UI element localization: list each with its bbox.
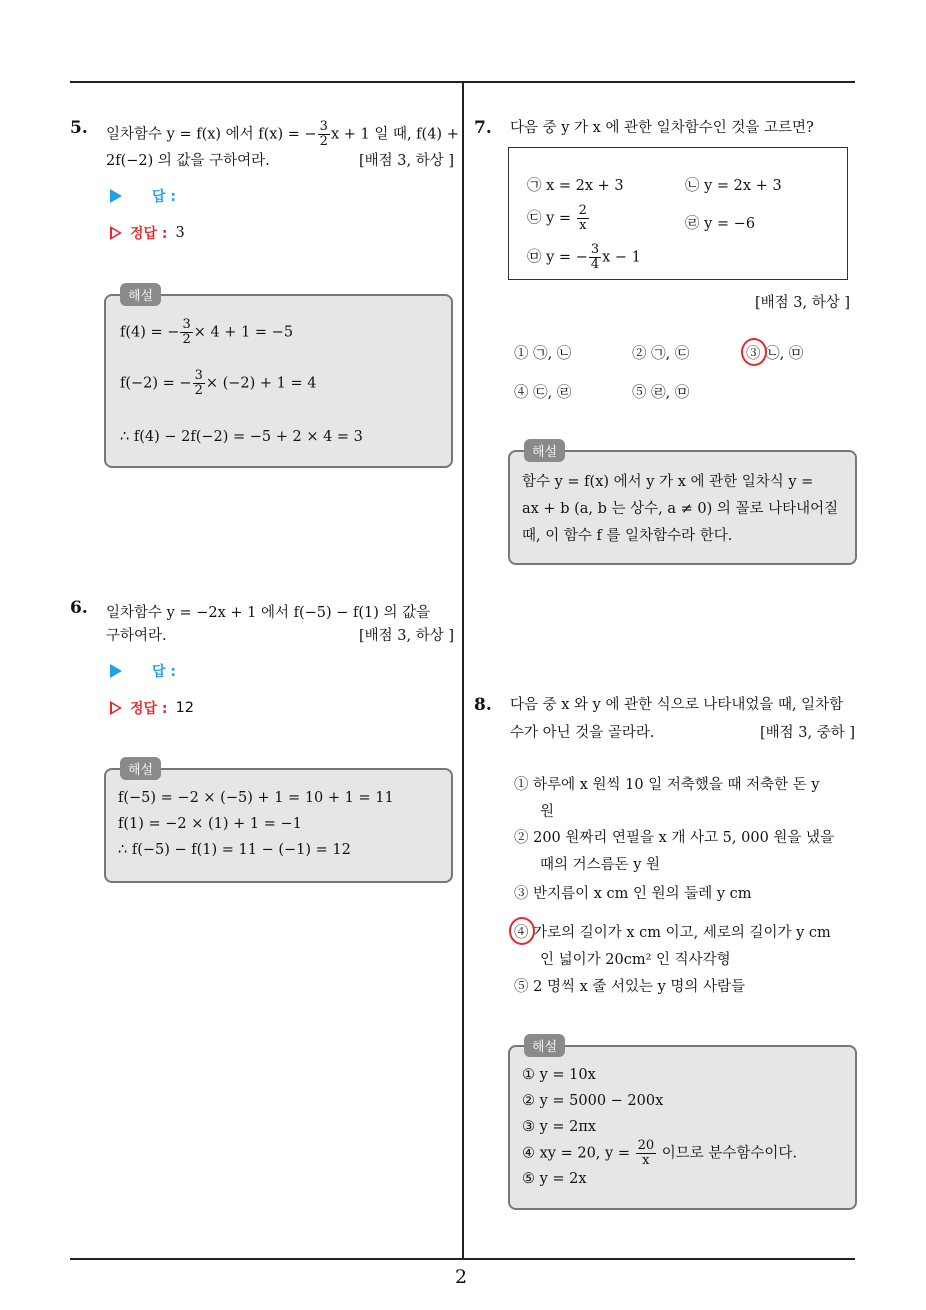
solution-box: 해설 f(−5) = −2 × (−5) + 1 = 10 + 1 = 11 f(1) = −2 × (1) + 1 = −1 ∴ f(−5) − f(1) = 11 − (−1) = 12 xyxy=(104,768,453,883)
option-2[interactable]: ② 200 원짜리 연필을 x 개 사고 5, 000 원을 냈을 때의 거스름돈 y 원 xyxy=(514,830,835,873)
solution-box: 해설 f(4) = − $\frac{3}{2}$ × 4 + 1 = −5 f(−2) = − $\frac{3}{2}$ × (−2) + 1 = 4 ∴ f(4) − 2f(−2) = −5 + 2 × 4 = 3 xyxy=(104,294,453,468)
question-number: 5. xyxy=(70,118,88,138)
correct-value: 3 xyxy=(175,225,185,241)
option-1[interactable]: ① ㉠, ㉡ xyxy=(514,346,572,362)
option-4-number: ④ xyxy=(514,925,529,941)
question-number: 7. xyxy=(474,118,492,138)
question-text: 다음 중 y 가 x 에 관한 일차함수인 것을 고르면? xyxy=(510,120,814,136)
score-meta: [배점 3, 하상 ] xyxy=(358,628,454,644)
bottom-rule xyxy=(70,1258,855,1260)
option-5[interactable]: ⑤ ㉣, ㉤ xyxy=(632,385,690,401)
option-3[interactable]: ③ 반지름이 x cm 인 원의 둘레 y cm xyxy=(514,886,752,902)
answer-row xyxy=(110,661,176,681)
option-4[interactable]: ④ ㉢, ㉣ xyxy=(514,385,572,401)
correct-value: 12 xyxy=(175,700,194,716)
option-1[interactable]: ① 하루에 x 원씩 10 일 저축했을 때 저축한 돈 y 원 xyxy=(514,777,820,820)
correct-label: 정답 : xyxy=(130,226,168,242)
answer-label: 답 : xyxy=(152,664,176,680)
outline-triangle-icon xyxy=(110,701,122,715)
correct-row xyxy=(110,223,185,243)
answer-circle-mark xyxy=(509,917,535,945)
option-5[interactable]: ⑤ 2 명씩 x 줄 서있는 y 명의 사람들 xyxy=(514,979,746,995)
score-meta: [배점 3, 하상 ] xyxy=(755,295,851,311)
correct-label: 정답 : xyxy=(130,701,168,717)
answer-label: 답 : xyxy=(152,189,176,205)
play-icon xyxy=(110,664,122,678)
solution-tag: 해설 xyxy=(120,283,161,306)
outline-triangle-icon xyxy=(110,226,122,240)
question-number: 6. xyxy=(70,598,88,618)
answer-circle-mark xyxy=(741,338,767,366)
question-number: 8. xyxy=(474,695,492,715)
solution-tag: 해설 xyxy=(524,439,565,462)
play-icon xyxy=(110,189,122,203)
option-3-number: ③ xyxy=(746,346,761,362)
answer-row xyxy=(110,186,176,206)
option-2[interactable]: ② ㉠, ㉢ xyxy=(632,346,690,362)
column-divider xyxy=(462,83,464,1258)
correct-row xyxy=(110,698,194,718)
solution-box: 해설 ① y = 10x ② y = 5000 − 200x ③ y = 2πx ④ xy = 20, y = $\frac{20}{x}$ 이므로 분수함수이다. ⑤ y = 2x xyxy=(508,1045,857,1210)
solution-box: 해설 함수 y = f(x) 에서 y 가 x 에 관한 일차식 y = ax + b (a, b 는 상수, a ≠ 0) 의 꼴로 나타내어질 때, 이 함수 f 를 일차함수라 한다. xyxy=(508,450,857,565)
page-number: 2 xyxy=(455,1266,468,1288)
score-meta: [배점 3, 하상 ] xyxy=(358,153,454,169)
choices-box: ㉠ x = 2x + 3 ㉡ y = 2x + 3 ㉢ y = $\frac{2}{x}$ ㉣ y = −6 ㉤ y = − $\frac{3}{4}$ x − 1 xyxy=(508,147,848,280)
solution-tag: 해설 xyxy=(120,757,161,780)
solution-tag: 해설 xyxy=(524,1034,565,1057)
option-4[interactable]: ④ 가로의 길이가 x cm 이고, 세로의 길이가 y cm 인 넓이가 20cm² 인 직사각형 xyxy=(514,925,831,968)
score-meta: [배점 3, 중하 ] xyxy=(759,725,855,741)
option-3[interactable]: ③ ㉡, ㉤ xyxy=(746,346,804,362)
